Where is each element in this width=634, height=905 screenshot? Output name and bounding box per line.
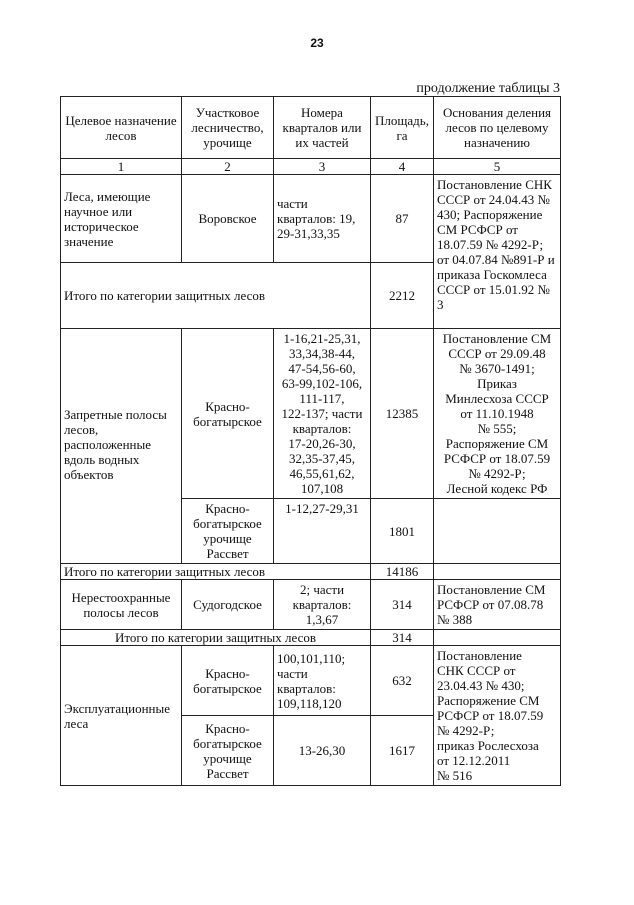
table-row <box>61 329 561 499</box>
quarters-cell: 100,101,110; части кварталов: 109,118,120 <box>274 646 371 716</box>
basis-cell: Постановление СМ СССР от 29.09.48 № 3670-1491; Приказ Минлесхоза СССР от 11.10.1948 № 555; Распоряжение СМ РСФСР от 18.07.59 № 4292-Р; Лесной кодекс РФ <box>434 329 561 499</box>
header-forestry: Участковое лесничество, урочище <box>182 97 274 159</box>
header-quarters: Номера кварталов или их частей <box>274 97 371 159</box>
area-cell: 87 <box>371 175 434 263</box>
quarters-cell: 1-16,21-25,31, 33,34,38-44, 47-54,56-60, 63-99,102-106, 111-117, 122-137; части кварталов: 17-20,26-30, 32,35-37,45, 46,55,61,62, 107,108 <box>274 329 371 499</box>
total-area: 2212 <box>371 263 434 329</box>
basis-cell: Постановление СМ РСФСР от 07.08.78 № 388 <box>434 580 561 630</box>
column-number-row <box>61 159 561 175</box>
area-cell: 12385 <box>371 329 434 499</box>
basis-cell: Постановление СНК СССР от 23.04.43 № 430; Распоряжение СМ РСФСР от 18.07.59 № 4292-Р; приказ Рослесхоза от 12.12.2011 № 516 <box>434 646 561 786</box>
table-header-row <box>61 97 561 159</box>
empty-basis-cell <box>434 630 561 646</box>
table-row <box>61 175 561 263</box>
quarters-cell: 2; части кварталов: 1,3,67 <box>274 580 371 630</box>
forestry-cell: Красно- богатырское <box>182 329 274 499</box>
area-cell: 1617 <box>371 716 434 786</box>
table-continuation-label: продолжение таблицы 3 <box>416 81 560 96</box>
basis-cell: Постановление СНК СССР от 24.04.43 № 430; Распоряжение СМ РСФСР от 18.07.59 № 4292-Р; от 04.07.84 №891-Р и приказа Госкомлеса СССР от 15.01.92 № 3 <box>434 175 561 329</box>
area-cell: 314 <box>371 580 434 630</box>
column-number: 1 <box>61 159 182 175</box>
purpose-cell: Леса, имеющие научное или историческое значение <box>61 175 182 263</box>
header-purpose: Целевое назначение лесов <box>61 97 182 159</box>
area-cell: 1801 <box>371 499 434 564</box>
header-area: Площадь, га <box>371 97 434 159</box>
area-cell: 632 <box>371 646 434 716</box>
empty-basis-cell <box>434 499 561 564</box>
forestry-cell: Красно- богатырское <box>182 646 274 716</box>
purpose-cell: Нерестоохранные полосы лесов <box>61 580 182 630</box>
purpose-cell: Запретные полосы лесов, расположенные вдоль водных объектов <box>61 329 182 564</box>
total-area: 14186 <box>371 564 434 580</box>
total-label: Итого по категории защитных лесов <box>61 630 371 646</box>
quarters-cell: 1-12,27-29,31 <box>274 499 371 564</box>
table-row <box>61 646 561 716</box>
total-label: Итого по категории защитных лесов <box>61 263 371 329</box>
forest-purpose-table <box>60 96 561 786</box>
quarters-cell: 13-26,30 <box>274 716 371 786</box>
column-number: 3 <box>274 159 371 175</box>
forestry-cell: Красно- богатырское урочище Рассвет <box>182 716 274 786</box>
forestry-cell: Воровское <box>182 175 274 263</box>
column-number: 5 <box>434 159 561 175</box>
quarters-cell: части кварталов: 19, 29-31,33,35 <box>274 175 371 263</box>
empty-basis-cell <box>434 564 561 580</box>
total-label: Итого по категории защитных лесов <box>61 564 371 580</box>
page-number: 23 <box>310 36 324 50</box>
column-number: 2 <box>182 159 274 175</box>
category-total-row <box>61 630 561 646</box>
forestry-cell: Красно- богатырское урочище Рассвет <box>182 499 274 564</box>
forestry-cell: Судогодское <box>182 580 274 630</box>
table-row <box>61 580 561 630</box>
header-basis: Основания деления лесов по целевому назначению <box>434 97 561 159</box>
purpose-cell: Эксплуатационные леса <box>61 646 182 786</box>
column-number: 4 <box>371 159 434 175</box>
category-total-row <box>61 564 561 580</box>
total-area: 314 <box>371 630 434 646</box>
